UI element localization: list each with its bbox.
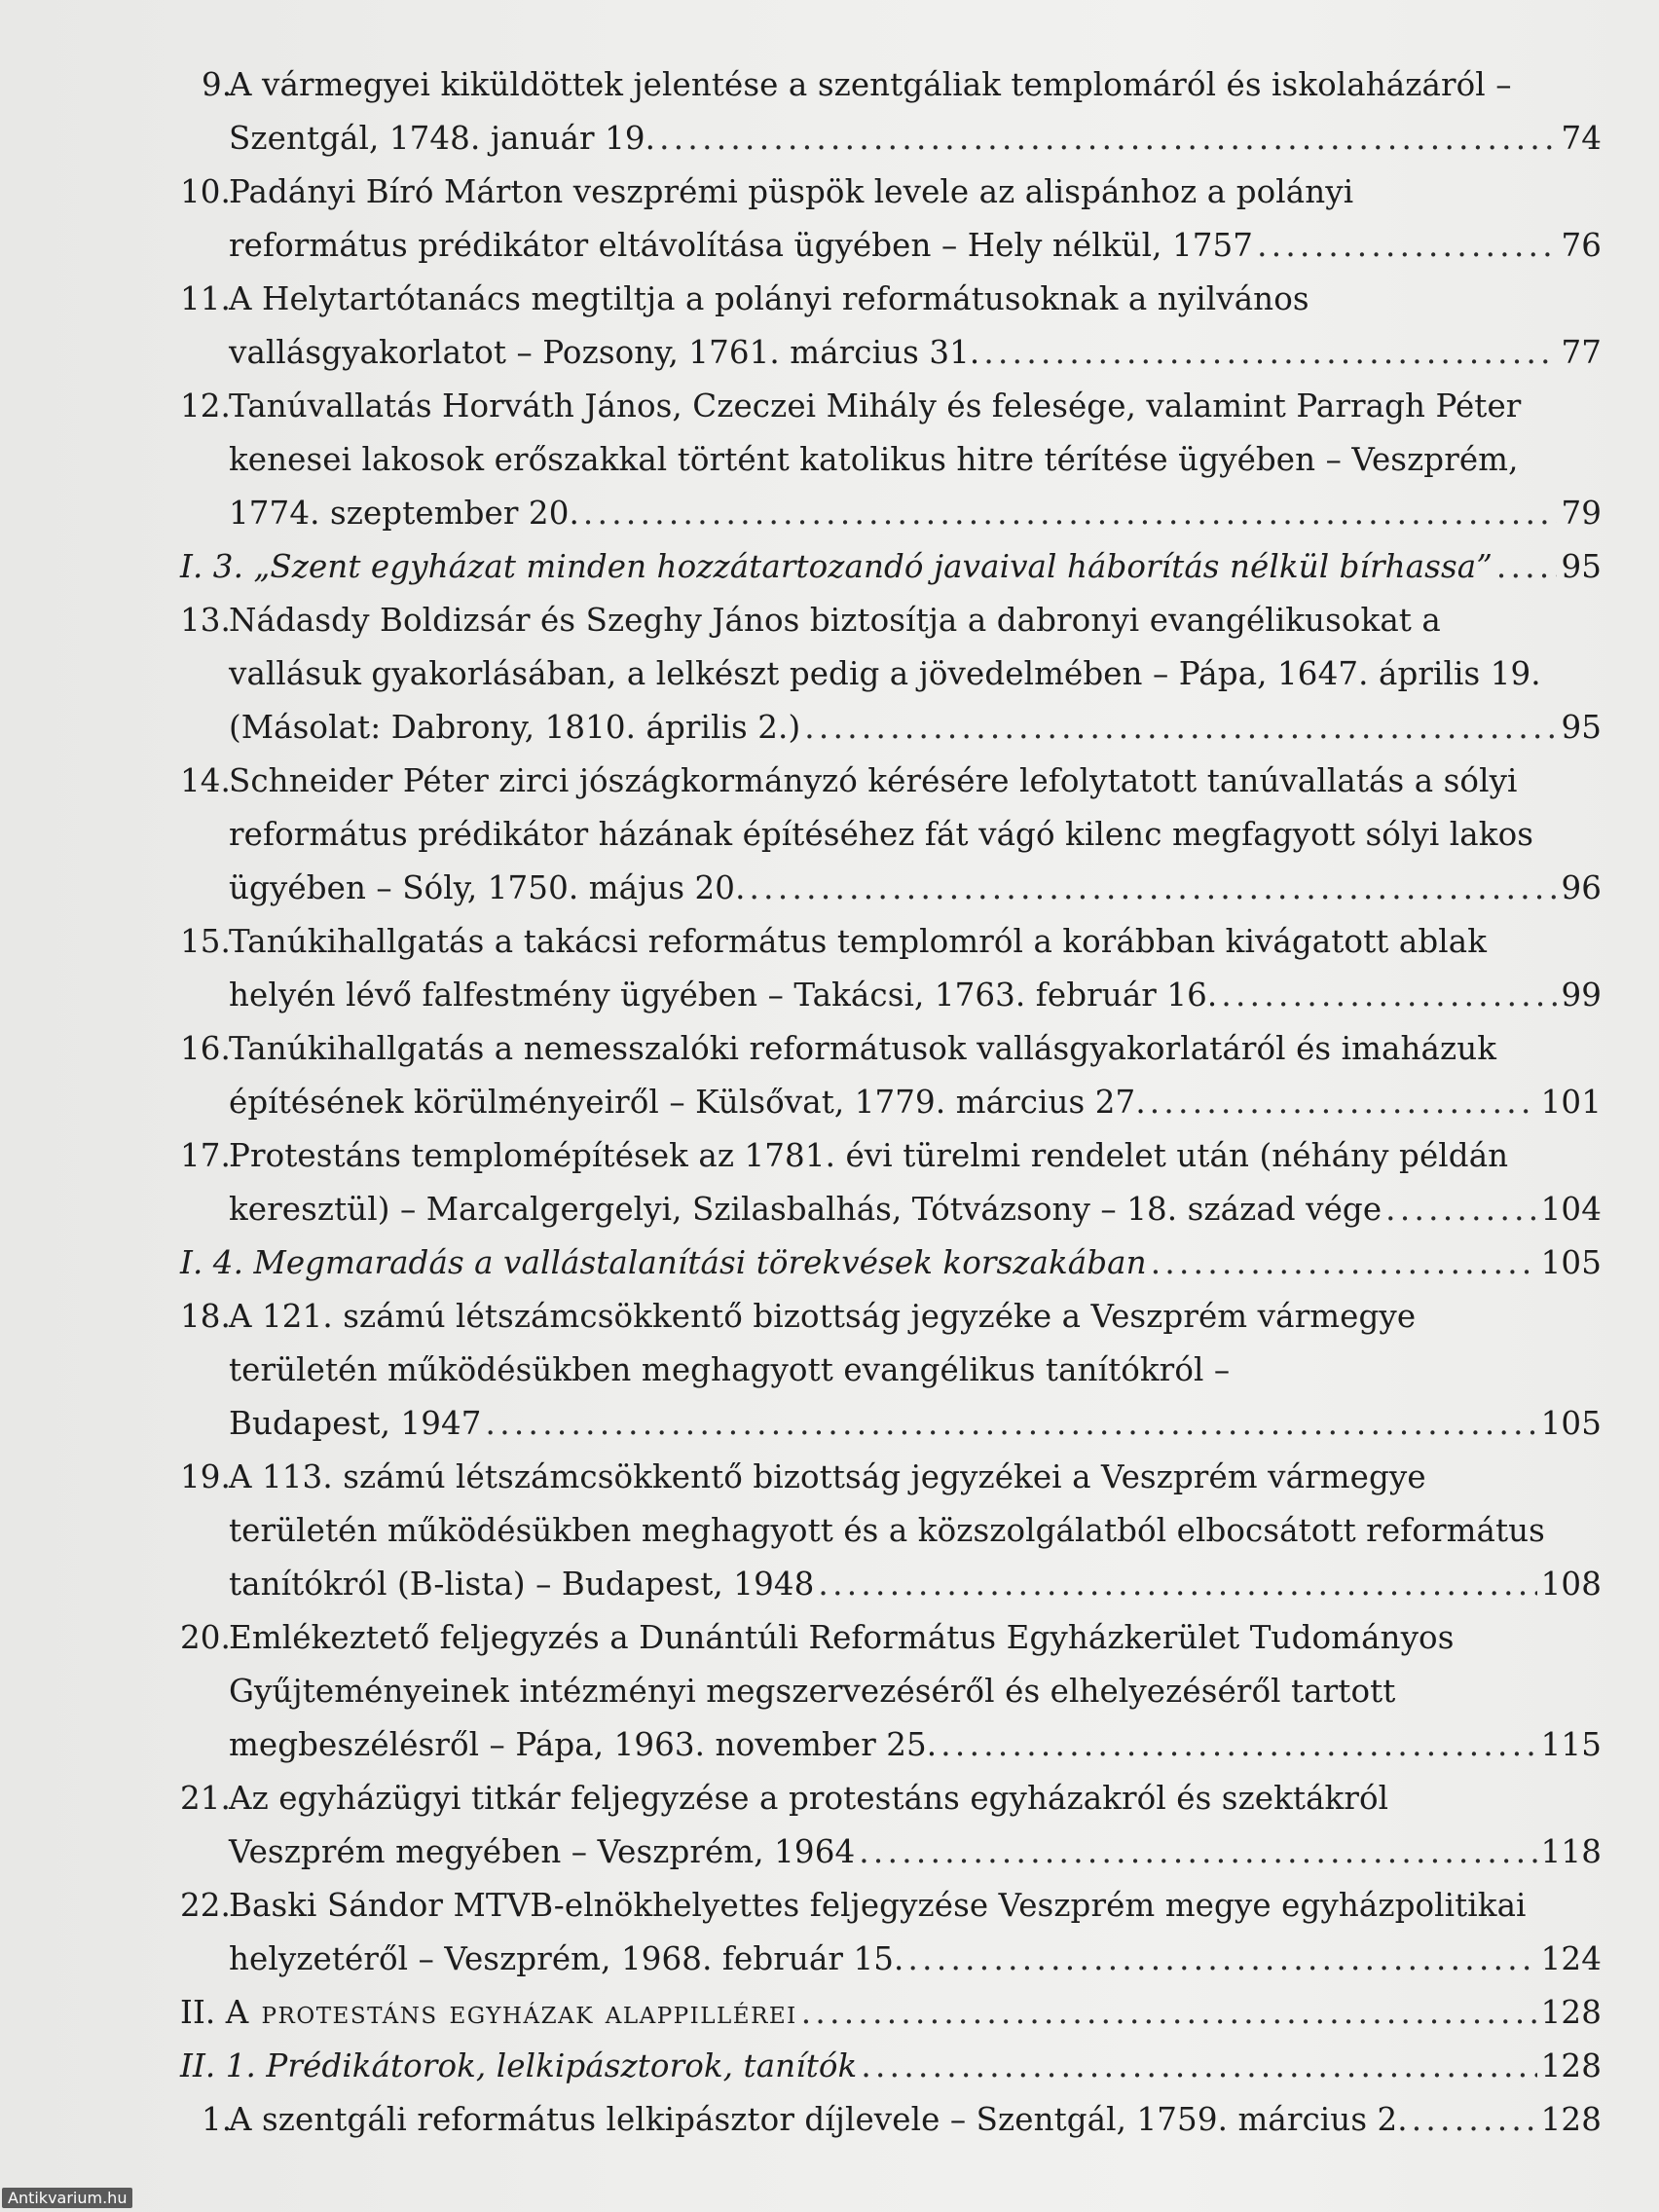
toc-document-entry (180, 1451, 1602, 1611)
entry-number: 9. (202, 66, 233, 103)
page-number: 115 (1540, 1726, 1602, 1763)
dot-leader (801, 1986, 1537, 2040)
entry-title-line: református prédikátor házának építéséhez fát vágó kilenc megfagyott sólyi lakos (229, 816, 1534, 853)
entry-title-line: Tanúkihallgatás a nemesszalóki reformátusok vallásgyakorlatáról és imaházuk (229, 1030, 1497, 1067)
entry-title-line: 1774. szeptember 20. (229, 495, 579, 532)
dot-leader (583, 487, 1558, 540)
page-number: 105 (1540, 1244, 1602, 1281)
entry-title-line: megbeszélésről – Pápa, 1963. november 25. (229, 1726, 938, 1763)
page-number: 95 (1561, 709, 1602, 746)
dot-leader (1151, 1236, 1537, 1290)
entry-number: 20. (180, 1619, 231, 1656)
entry-title-line: helyzetéről – Veszprém, 1968. február 15. (229, 1940, 904, 1977)
page-number: 76 (1561, 227, 1602, 264)
dot-leader (750, 862, 1558, 915)
entry-title-line: vallásgyakorlatot – Pozsony, 1761. március 31. (229, 334, 980, 371)
entry-title-line: Protestáns templomépítések az 1781. évi türelmi rendelet után (néhány példán (229, 1137, 1509, 1174)
entry-title-line: Veszprém megyében – Veszprém, 1964 (229, 1833, 856, 1870)
entry-title-line: Szentgál, 1748. január 19. (229, 120, 656, 157)
entry-title-line: helyén lévő falfestmény ügyében – Takácsi, 1763. február 16. (229, 977, 1218, 1014)
entry-title-line: Schneider Péter zirci jószágkormányzó kérésére lefolytatott tanúvallatás a sólyi (229, 762, 1518, 799)
entry-title-line: Baski Sándor MTVB-elnökhelyettes feljegyzése Veszprém megye egyházpolitikai (229, 1887, 1527, 1924)
entry-number: 15. (180, 923, 231, 960)
entry-number: 13. (180, 602, 231, 639)
toc-document-entry (180, 915, 1602, 1022)
entry-title-line: I. 4. Megmaradás a vallástalanítási törekvések korszakában (180, 1244, 1147, 1281)
entry-title-line: (Másolat: Dabrony, 1810. április 2.) (229, 709, 801, 746)
toc-document-entry (180, 166, 1602, 273)
page-number: 74 (1561, 120, 1602, 157)
entry-title-line: vallásuk gyakorlásában, a lelkészt pedig a jövedelmében – Pápa, 1647. április 19. (229, 655, 1541, 692)
toc-document-entry (180, 1772, 1602, 1879)
table-of-contents (180, 58, 1602, 2147)
entry-title-line: területén működésükben meghagyott evangélikus tanítókról – (229, 1351, 1231, 1388)
entry-number: 18. (180, 1298, 231, 1335)
toc-section-heading (180, 2040, 1602, 2093)
entry-title-line: Emlékeztető feljegyzés a Dunántúli Református Egyházkerület Tudományos (229, 1619, 1455, 1656)
entry-title-line: Padányi Bíró Márton veszprémi püspök levele az alispánhoz a polányi (229, 173, 1354, 210)
toc-document-entry (180, 1290, 1602, 1451)
page-number: 101 (1540, 1084, 1602, 1121)
dot-leader (486, 1397, 1537, 1451)
entry-title-line: kenesei lakosok erőszakkal történt katolikus hitre térítése ügyében – Veszprém, (229, 441, 1519, 478)
toc-document-entry (180, 594, 1602, 755)
dot-leader (804, 701, 1557, 755)
entry-title-line: építésének körülményeiről – Külsővat, 1779. március 27. (229, 1084, 1146, 1121)
entry-number: 11. (180, 280, 231, 317)
toc-section-heading (180, 540, 1602, 594)
toc-section-heading (180, 1236, 1602, 1290)
page-number: 99 (1561, 977, 1602, 1014)
page-number: 79 (1561, 495, 1602, 532)
page-number: 124 (1540, 1940, 1602, 1977)
toc-document-entry (180, 755, 1602, 915)
dot-leader (1496, 540, 1558, 594)
entry-title-line: A szentgáli református lelkipásztor díjlevele – Szentgál, 1759. március 2. (229, 2101, 1408, 2138)
dot-leader (940, 1718, 1536, 1772)
page-number: 77 (1561, 334, 1602, 371)
entry-title-line: Az egyházügyi titkár feljegyzése a protestáns egyházakról és szektákról (229, 1780, 1389, 1817)
entry-number: 19. (180, 1458, 231, 1495)
dot-leader (659, 112, 1557, 166)
entry-number: 14. (180, 762, 231, 799)
page-number: 128 (1540, 2101, 1602, 2138)
entry-title-line: Gyűjteményeinek intézményi megszervezéséről és elhelyezéséről tartott (229, 1673, 1396, 1710)
dot-leader (1412, 2093, 1537, 2147)
entry-title-line: A 113. számú létszámcsökkentő bizottság jegyzékei a Veszprém vármegye (229, 1458, 1426, 1495)
dot-leader (983, 326, 1557, 380)
entry-title-line: Budapest, 1947 (229, 1405, 482, 1442)
dot-leader (861, 2040, 1536, 2093)
dot-leader (908, 1933, 1537, 1986)
entry-title-line: református prédikátor eltávolítása ügyében – Hely nélkül, 1757 (229, 227, 1254, 264)
page-number: 105 (1540, 1405, 1602, 1442)
entry-title-line: Tanúkihallgatás a takácsi református templomról a korábban kivágatott ablak (229, 923, 1487, 960)
toc-document-entry (180, 1611, 1602, 1772)
dot-leader (818, 1558, 1536, 1611)
toc-document-entry (180, 1879, 1602, 1986)
toc-document-entry (180, 1129, 1602, 1236)
page-number: 128 (1540, 2047, 1602, 2084)
entry-title-line: I. 3. „Szent egyházat minden hozzátartozandó javaival háborítás nélkül bírhassa” (180, 548, 1493, 585)
toc-section-heading (180, 1986, 1602, 2040)
dot-leader (1221, 969, 1557, 1022)
entry-number: 17. (180, 1137, 231, 1174)
toc-document-entry (180, 273, 1602, 380)
entry-number: 21. (180, 1780, 231, 1817)
dot-leader (859, 1825, 1536, 1879)
entry-title-line: II. A protestáns egyházak alappillérei (180, 1994, 797, 2031)
entry-number: 22. (180, 1887, 231, 1924)
entry-number: 16. (180, 1030, 231, 1067)
page-number: 118 (1540, 1833, 1602, 1870)
toc-document-entry (180, 1022, 1602, 1129)
entry-title-line: Nádasdy Boldizsár és Szeghy János biztosítja a dabronyi evangélikusokat a (229, 602, 1441, 639)
page-number: 96 (1561, 869, 1602, 906)
watermark-label: Antikvarium.hu (2, 2188, 132, 2208)
toc-document-entry (180, 2093, 1602, 2147)
entry-title-line: II. 1. Prédikátorok, lelkipásztorok, tanítók (180, 2047, 858, 2084)
entry-number: 12. (180, 387, 231, 424)
entry-number: 1. (202, 2101, 233, 2138)
page-number: 95 (1561, 548, 1602, 585)
entry-title-line: A 121. számú létszámcsökkentő bizottság jegyzéke a Veszprém vármegye (229, 1298, 1417, 1335)
toc-document-entry (180, 58, 1602, 166)
toc-document-entry (180, 380, 1602, 540)
page-number: 104 (1540, 1191, 1602, 1228)
dot-leader (1257, 219, 1557, 273)
page-number: 128 (1540, 1994, 1602, 2031)
entry-title-line: területén működésükben meghagyott és a közszolgálatból elbocsátott református (229, 1512, 1545, 1549)
entry-title-line: tanítókról (B-lista) – Budapest, 1948 (229, 1566, 815, 1603)
dot-leader (1385, 1183, 1536, 1236)
entry-title-line: A vármegyei kiküldöttek jelentése a szentgáliak templomáról és iskolaházáról – (229, 66, 1512, 103)
entry-title-line: ügyében – Sóly, 1750. május 20. (229, 869, 746, 906)
entry-title-line: Tanúvallatás Horváth János, Czeczei Mihály és felesége, valamint Parragh Péter (229, 387, 1522, 424)
entry-title-line: A Helytartótanács megtiltja a polányi reformátusoknak a nyilvános (229, 280, 1309, 317)
entry-title-line: keresztül) – Marcalgergelyi, Szilasbalhás, Tótvázsony – 18. század vége (229, 1191, 1382, 1228)
entry-number: 10. (180, 173, 231, 210)
dot-leader (1150, 1076, 1537, 1129)
page-number: 108 (1540, 1566, 1602, 1603)
